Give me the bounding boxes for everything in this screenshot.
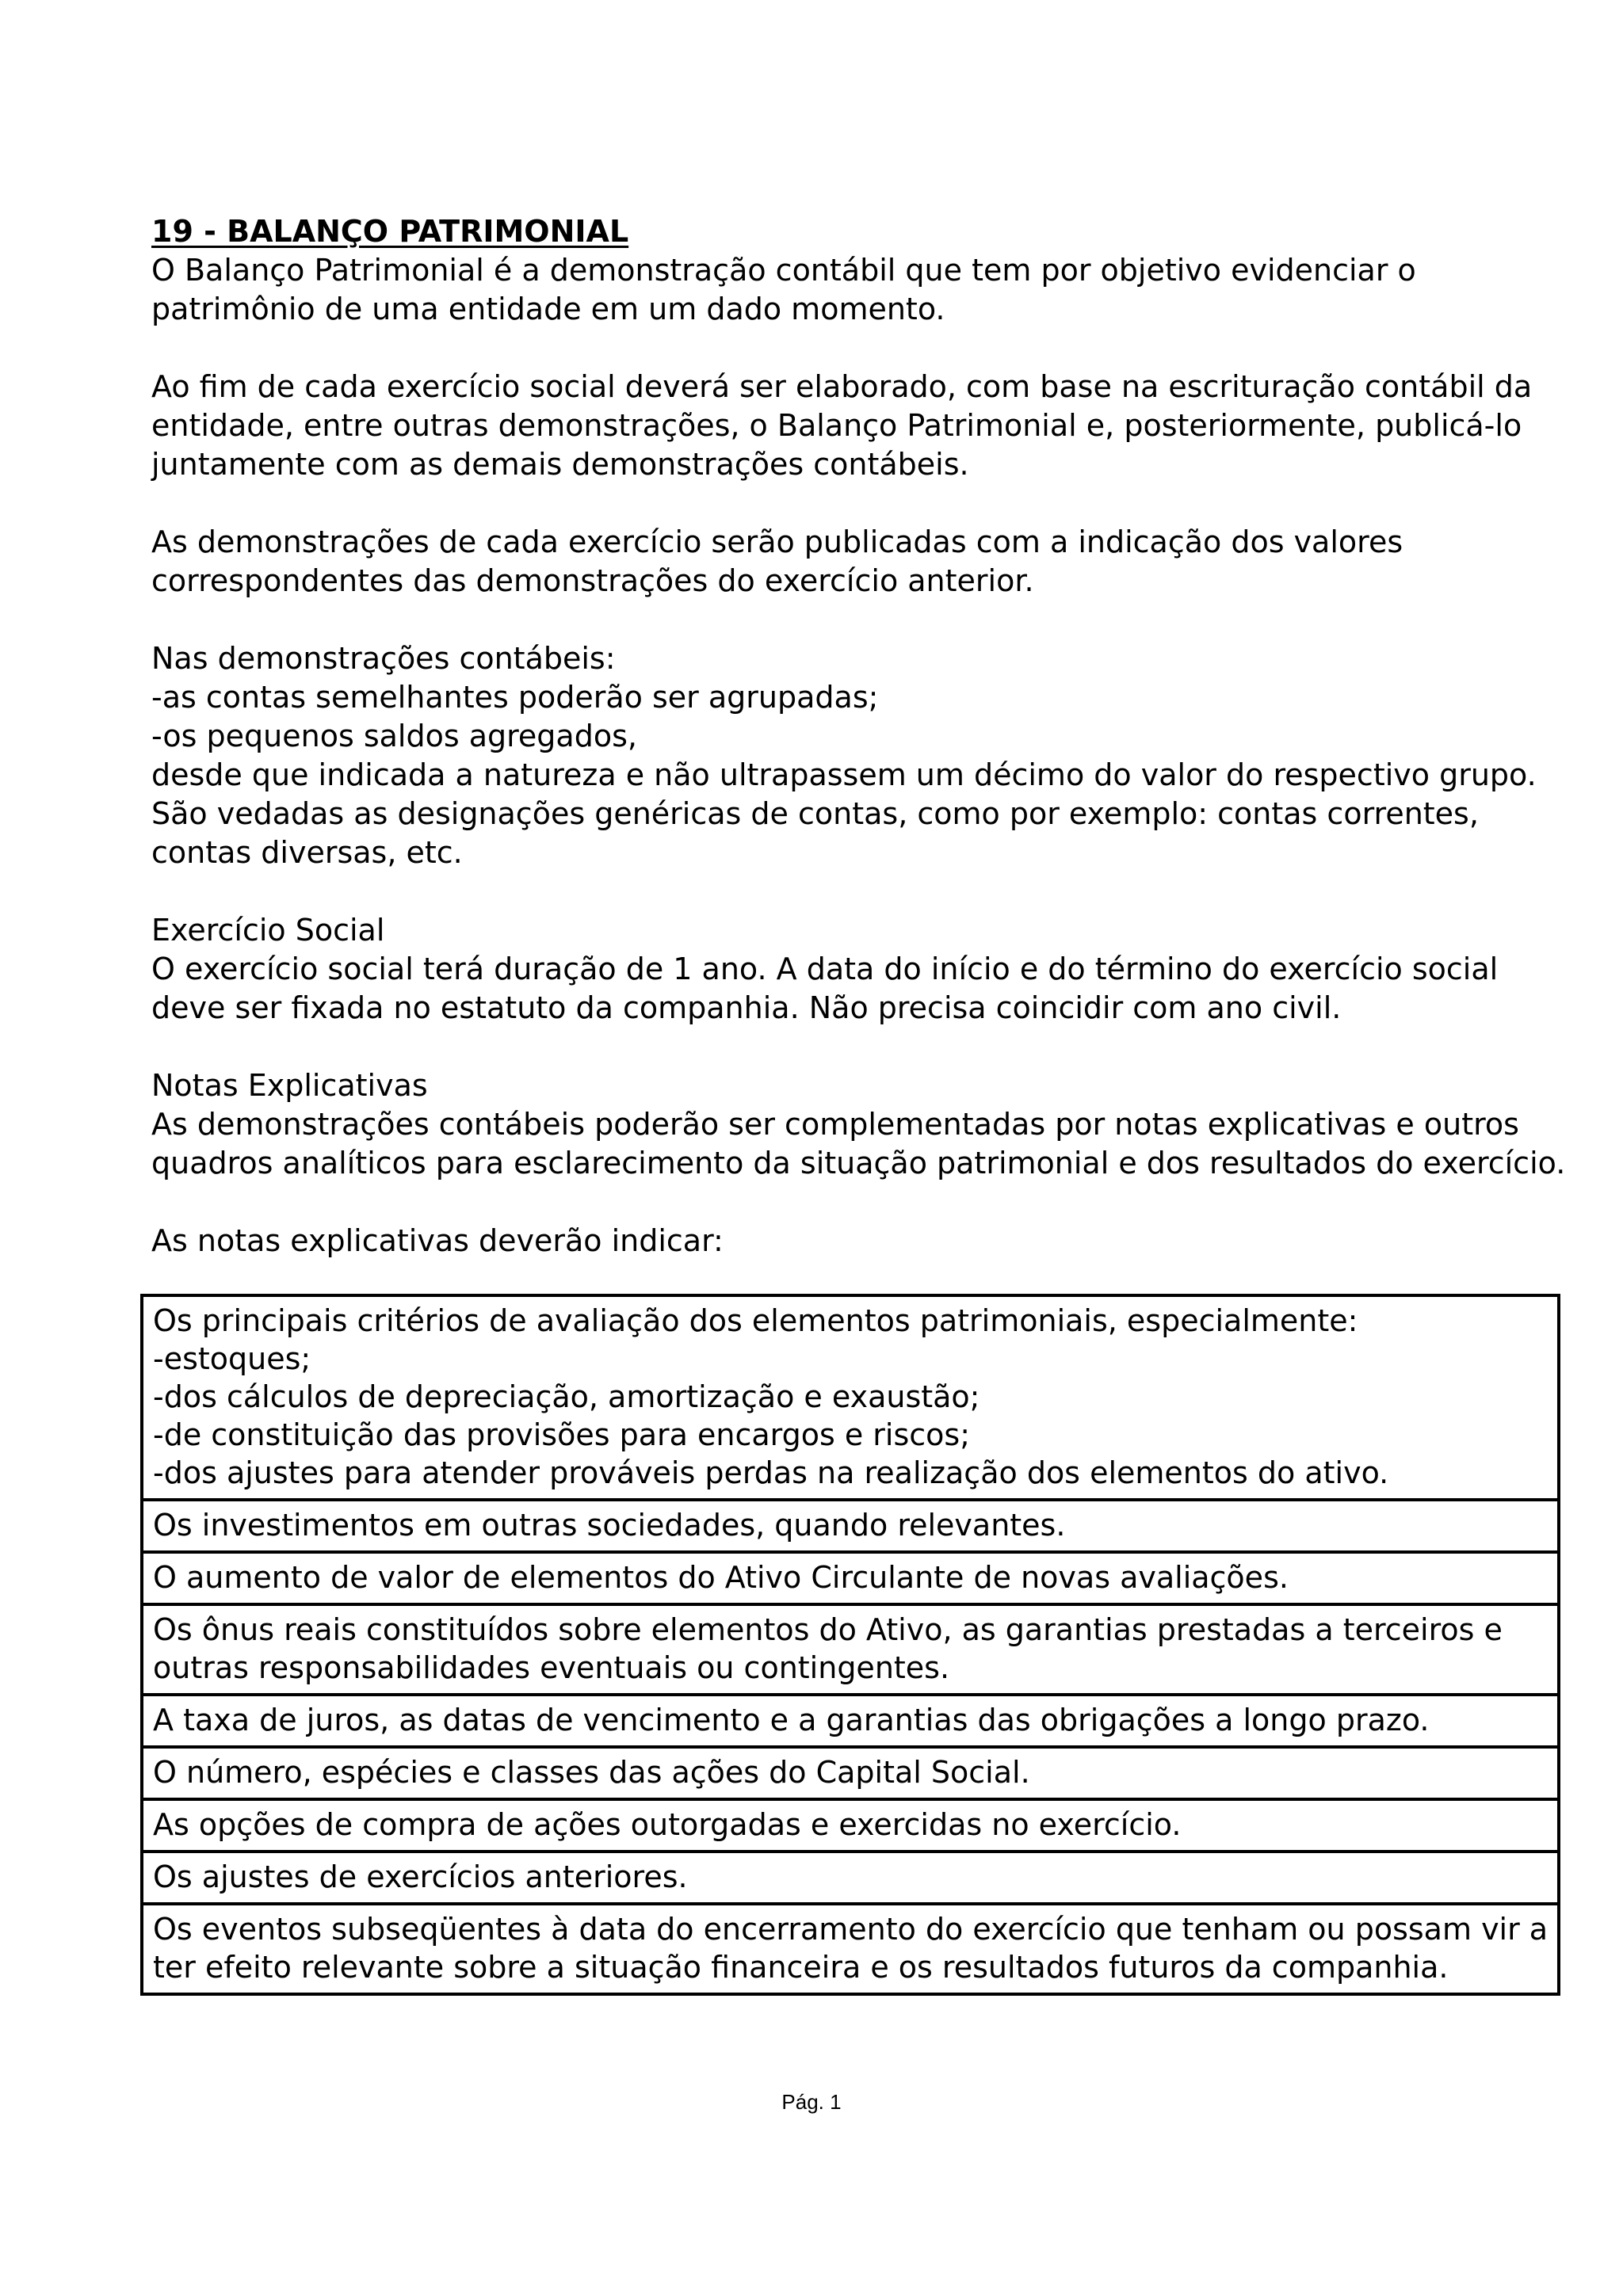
table-cell xyxy=(142,1500,1559,1552)
table-cell xyxy=(142,1604,1559,1695)
paragraph-intro xyxy=(151,251,1499,329)
text-line: patrimônio de uma entidade em um dado momento. xyxy=(151,292,945,326)
cell-line: outras responsabilidades eventuais ou contingentes. xyxy=(153,1650,950,1685)
cell-line: -estoques; xyxy=(153,1341,311,1376)
text-line: juntamente com as demais demonstrações contábeis. xyxy=(151,447,969,482)
text-line: -as contas semelhantes poderão ser agrupadas; xyxy=(151,680,879,715)
text-line: As demonstrações de cada exercício serão publicadas com a indicação dos valores xyxy=(151,524,1403,559)
table-row xyxy=(142,1604,1559,1695)
page-title: 19 - BALANÇO PATRIMONIAL xyxy=(151,214,629,249)
table-cell xyxy=(142,1852,1559,1904)
table-row xyxy=(142,1552,1559,1604)
text-line: Ao fim de cada exercício social deverá ser elaborado, com base na escrituração contábil da xyxy=(151,369,1533,404)
table-cell xyxy=(142,1695,1559,1747)
text-line: entidade, entre outras demonstrações, o Balanço Patrimonial e, posteriormente, publicá-lo xyxy=(151,408,1522,443)
text-line: São vedadas as designações genéricas de contas, como por exemplo: contas correntes, xyxy=(151,796,1479,831)
text-line: As notas explicativas deverão indicar: xyxy=(151,1223,724,1258)
document-body xyxy=(151,212,1566,1299)
paragraph-grouping-rules xyxy=(151,639,1537,872)
cell-line: As opções de compra de ações outorgadas e exercidas no exercício. xyxy=(153,1807,1182,1842)
text-line: As demonstrações contábeis poderão ser complementadas por notas explicativas e outros xyxy=(151,1107,1519,1142)
cell-line: -dos ajustes para atender prováveis perdas na realização dos elementos do ativo. xyxy=(153,1455,1389,1490)
text-line: deve ser fixada no estatuto da companhia. Não precisa coincidir com ano civil. xyxy=(151,990,1342,1025)
table-row xyxy=(142,1799,1559,1852)
cell-line: Os ônus reais constituídos sobre elementos do Ativo, as garantias prestadas a terceiros e xyxy=(153,1612,1503,1647)
cell-line: Os eventos subseqüentes à data do encerramento do exercício que tenham ou possam vir a xyxy=(153,1912,1549,1947)
cell-line: Os ajustes de exercícios anteriores. xyxy=(153,1859,688,1894)
table-row xyxy=(142,1904,1559,1994)
table-row xyxy=(142,1500,1559,1552)
paragraph-explanatory-notes xyxy=(151,1066,1566,1183)
table-cell xyxy=(142,1295,1559,1500)
paragraph-end-of-fiscal-year xyxy=(151,368,1533,484)
cell-line: -de constituição das provisões para encargos e riscos; xyxy=(153,1417,971,1452)
cell-line: -dos cálculos de depreciação, amortização e exaustão; xyxy=(153,1379,980,1414)
cell-line: O aumento de valor de elementos do Ativo Circulante de novas avaliações. xyxy=(153,1560,1289,1595)
text-line: desde que indicada a natureza e não ultrapassem um décimo do valor do respectivo grupo. xyxy=(151,757,1537,792)
table-row xyxy=(142,1852,1559,1904)
page-number: Pág. 1 xyxy=(781,2090,842,2114)
table-row xyxy=(142,1295,1559,1500)
notes-table xyxy=(140,1294,1560,1996)
text-line: O Balanço Patrimonial é a demonstração contábil que tem por objetivo evidenciar o xyxy=(151,253,1416,288)
paragraph-notes-intro xyxy=(151,1222,1499,1261)
table-cell xyxy=(142,1904,1559,1994)
text-line: contas diversas, etc. xyxy=(151,835,463,870)
cell-line: Os principais critérios de avaliação dos elementos patrimoniais, especialmente: xyxy=(153,1303,1358,1338)
section-label: Notas Explicativas xyxy=(151,1068,428,1103)
cell-line: O número, espécies e classes das ações do Capital Social. xyxy=(153,1755,1030,1790)
text-line: Nas demonstrações contábeis: xyxy=(151,641,616,676)
table-cell xyxy=(142,1747,1559,1799)
table-row xyxy=(142,1695,1559,1747)
table-cell xyxy=(142,1552,1559,1604)
cell-line: A taxa de juros, as datas de vencimento e a garantias das obrigações a longo prazo. xyxy=(153,1703,1430,1737)
text-line: quadros analíticos para esclarecimento da situação patrimonial e dos resultados do exercício. xyxy=(151,1146,1566,1180)
paragraph-fiscal-year xyxy=(151,911,1499,1028)
table-row xyxy=(142,1747,1559,1799)
text-line: correspondentes das demonstrações do exercício anterior. xyxy=(151,563,1034,598)
cell-line: Os investimentos em outras sociedades, quando relevantes. xyxy=(153,1508,1066,1543)
cell-line: ter efeito relevante sobre a situação financeira e os resultados futuros da companhia. xyxy=(153,1950,1449,1985)
paragraph-comparative-values xyxy=(151,523,1499,601)
table-cell xyxy=(142,1799,1559,1852)
text-line: O exercício social terá duração de 1 ano. A data do início e do término do exercício social xyxy=(151,952,1499,986)
text-line: -os pequenos saldos agregados, xyxy=(151,719,637,753)
section-label: Exercício Social xyxy=(151,913,385,948)
